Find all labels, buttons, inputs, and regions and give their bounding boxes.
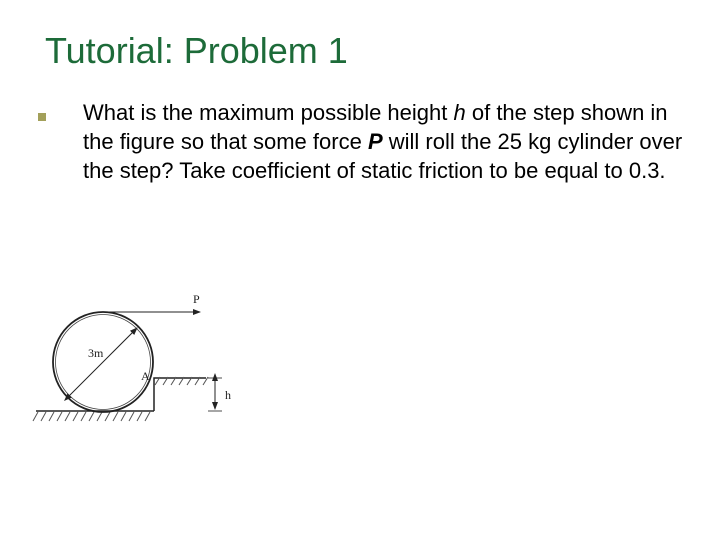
step-block	[154, 377, 208, 411]
height-label: h	[225, 388, 231, 402]
diameter-label: 3m	[88, 346, 104, 360]
question-var-h: h	[453, 100, 466, 125]
question-part-1: What is the maximum possible height	[83, 100, 454, 125]
bullet-square-icon	[38, 113, 46, 121]
question-var-p: P	[367, 129, 383, 154]
force-label: P	[193, 292, 200, 306]
question-part-3: will roll the 25 kg cylinder over the step? Take coefficient of static friction to be equal to 0.3.	[83, 129, 683, 183]
ground-surface	[33, 411, 154, 421]
figure-drawing	[28, 285, 248, 430]
slide-title: Tutorial: Problem 1	[45, 30, 348, 71]
height-dimension	[208, 378, 222, 411]
cylinder-step-figure	[28, 285, 248, 430]
question-text	[83, 98, 683, 185]
contact-point-label: A	[141, 369, 150, 383]
diameter-arrow	[69, 328, 137, 396]
question-part-2: of the step shown in the figure so that some force	[83, 100, 668, 154]
